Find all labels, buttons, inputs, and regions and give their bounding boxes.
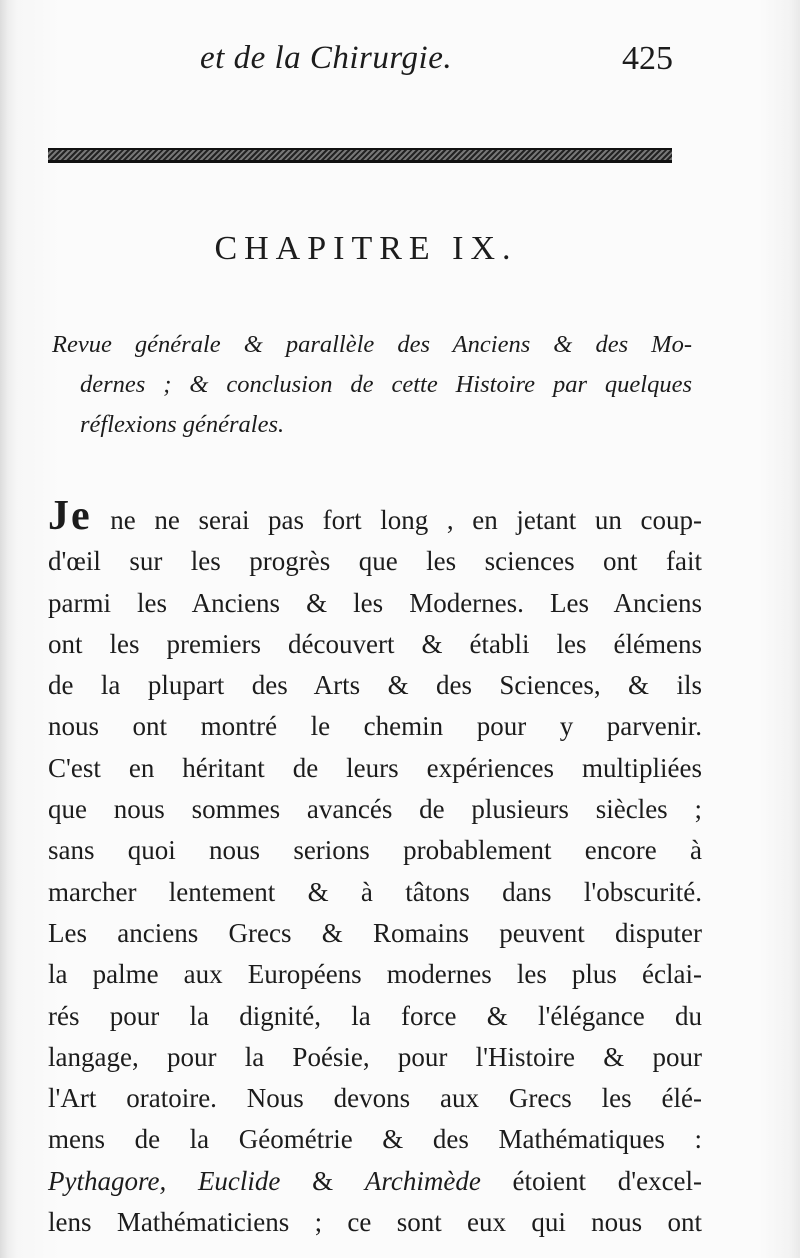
names-line-rest: étoient d'excel- <box>512 1165 703 1196</box>
chapter-title: CHAPITRE IX. <box>214 230 518 267</box>
name-euclide: Euclide <box>197 1165 281 1196</box>
text-line: langage, pour la Poésie, pour l'Histoire & pour <box>48 1041 702 1072</box>
ornamental-rule <box>48 148 672 163</box>
text-line: nous ont montré le chemin pour y parvenir. <box>48 711 702 742</box>
first-line-text: ne ne serai pas fort long , en jetant un coup- <box>110 505 703 535</box>
body-text <box>48 493 703 1243</box>
text-line: marcher lentement & à tâtons dans l'obscurité. <box>48 876 702 907</box>
text-line: sans quoi nous serions probablement encore à <box>48 835 702 866</box>
text-line: d'œil sur les progrès que les sciences ont fait <box>48 546 702 577</box>
names-line <box>48 1161 702 1202</box>
text-line: mens de la Géométrie & des Mathématiques : <box>48 1124 702 1155</box>
text-line: la palme aux Européens modernes les plus éclai- <box>48 959 702 990</box>
drop-cap: Je <box>48 493 92 539</box>
text-line: l'Art oratoire. Nous devons aux Grecs les élé- <box>48 1083 702 1114</box>
summary-line: réflexions générales. <box>80 411 285 438</box>
text-line: lens Mathématiciens ; ce sont eux qui nous ont <box>48 1207 702 1238</box>
page-header <box>0 40 800 90</box>
summary-line: dernes ; & conclusion de cette Histoire par quelques <box>80 371 692 398</box>
page-number: 425 <box>622 40 673 77</box>
text-line: parmi les Anciens & les Modernes. Les Anciens <box>48 587 702 618</box>
text-line: que nous sommes avancés de plusieurs siècles ; <box>48 794 702 825</box>
text-line: de la plupart des Arts & des Sciences, & ils <box>48 670 702 701</box>
name-archimede: Archimède <box>364 1165 481 1196</box>
name-pythagore: Pythagore, <box>48 1165 167 1196</box>
text-line: C'est en héritant de leurs expériences multipliées <box>48 752 702 783</box>
text-line: ont les premiers découvert & établi les élémens <box>48 628 702 659</box>
ampersand: & <box>312 1165 334 1196</box>
text-line: Les anciens Grecs & Romains peuvent disputer <box>48 917 702 948</box>
text-line: rés pour la dignité, la force & l'élégance du <box>48 1000 702 1031</box>
chapter-summary <box>52 325 692 445</box>
running-head: et de la Chirurgie. <box>200 40 453 76</box>
first-line <box>48 493 703 541</box>
summary-line: Revue générale & parallèle des Anciens & des Mo- <box>52 331 692 358</box>
